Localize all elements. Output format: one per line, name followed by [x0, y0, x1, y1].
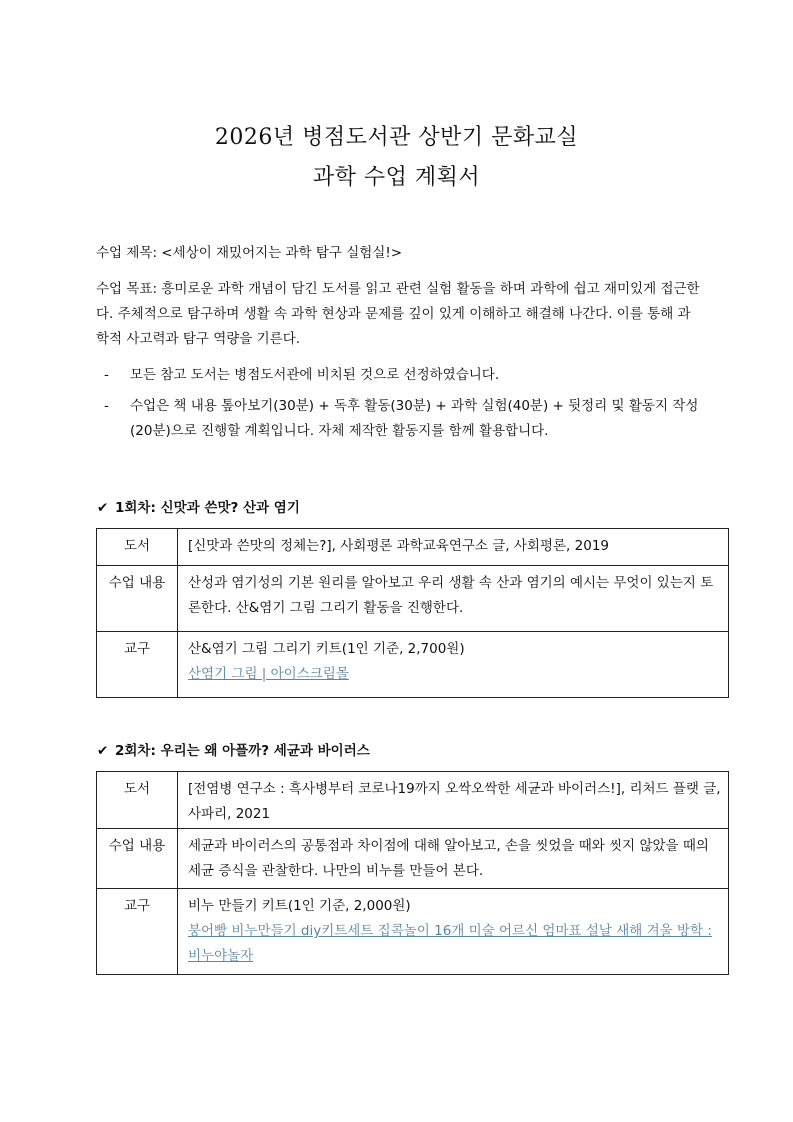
- tools-cell: [178, 889, 729, 975]
- list-item: [104, 394, 704, 444]
- content-label-cell: [97, 566, 178, 632]
- book-cell: [178, 772, 729, 829]
- table-row: [97, 632, 729, 698]
- tools-cell: [178, 632, 729, 698]
- content-label: 수업 내용: [108, 838, 166, 854]
- session-2-heading: [97, 739, 370, 759]
- content-label: 수업 내용: [108, 575, 166, 591]
- session-1-title: 1회차: 신맛과 쓴맛? 산과 염기: [115, 500, 300, 516]
- note-text: 수업은 책 내용 톺아보기(30분) + 독후 활동(30분) + 과학 실험(40분) + 뒷정리 및 활동지 작성(20분)으로 진행할 계획입니다. 자체 제작한 활동지를 함께 활용합니다.: [130, 398, 699, 439]
- book-cell: [178, 529, 729, 566]
- checkmark-icon: ✔: [97, 500, 109, 516]
- list-item: [104, 363, 704, 388]
- content-cell: [178, 566, 729, 632]
- table-row: [97, 889, 729, 975]
- bullet-dash: -: [104, 398, 109, 414]
- book-text: [전염병 연구소 : 흑사병부터 코로나19까지 오싹오싹한 세균과 바이러스!], 리처드 플랫 글, 사파리, 2021: [188, 781, 721, 822]
- tools-text: 산&염기 그림 그리기 키트(1인 기준, 2,700원): [188, 641, 465, 657]
- document-subtitle: 과학 수업 계획서: [312, 165, 481, 190]
- book-label-cell: [97, 772, 178, 829]
- note-text: 모든 참고 도서는 병점도서관에 비치된 것으로 선정하였습니다.: [130, 367, 500, 383]
- product-link[interactable]: 붕어빵 비누만들기 diy키트세트 집콕놀이 16개 미술 어르신 엄마표 설날 새해 겨울 방학 : 비누야놀자: [188, 923, 712, 964]
- table-row: [97, 566, 729, 632]
- session-2-table: [96, 771, 729, 975]
- content-text: 산성과 염기성의 기본 원리를 알아보고 우리 생활 속 산과 염기의 예시는 무엇이 있는지 토론한다. 산&염기 그림 그리기 활동을 진행한다.: [188, 575, 714, 616]
- tools-label-cell: [97, 632, 178, 698]
- bullet-dash: -: [104, 367, 109, 383]
- product-link[interactable]: 산염기 그림 | 아이스크림몰: [188, 666, 349, 682]
- session-1-heading: [97, 496, 300, 516]
- book-label: 도서: [123, 538, 151, 554]
- checkmark-icon: ✔: [97, 743, 109, 759]
- class-subject: 수업 제목: <세상이 재밌어지는 과학 탐구 실험실!>: [96, 245, 403, 261]
- book-label: 도서: [123, 781, 151, 797]
- content-text: 세균과 바이러스의 공통점과 차이점에 대해 알아보고, 손을 씻었을 때와 씻지 않았을 때의 세균 증식을 관찰한다. 나만의 비누를 만들어 본다.: [188, 838, 709, 879]
- tools-label-cell: [97, 889, 178, 975]
- book-text: [신맛과 쓴맛의 정체는?], 사회평론 과학교육연구소 글, 사회평론, 2019: [188, 538, 609, 554]
- content-label-cell: [97, 829, 178, 889]
- tools-text: 비누 만들기 키트(1인 기준, 2,000원): [188, 898, 411, 914]
- tools-label: 교구: [123, 641, 151, 657]
- tools-label: 교구: [123, 898, 151, 914]
- book-label-cell: [97, 529, 178, 566]
- notes-list: [104, 363, 704, 450]
- content-cell: [178, 829, 729, 889]
- table-row: [97, 772, 729, 829]
- table-row: [97, 829, 729, 889]
- session-1-table: [96, 528, 729, 698]
- table-row: [97, 529, 729, 566]
- document-title: 2026년 병점도서관 상반기 문화교실: [214, 125, 579, 150]
- session-2-title: 2회차: 우리는 왜 아플까? 세균과 바이러스: [115, 743, 370, 759]
- class-goal: 수업 목표: 흥미로운 과학 개념이 담긴 도서를 읽고 관련 실험 활동을 하며 과학에 쉽고 재미있게 접근한다. 주체적으로 탐구하며 생활 속 과학 현상과 문제를 깊이 있게 이해하고 해결해 나간다. 이를 통해 과학적 사고력과 탐구 역량을 기른다.: [96, 281, 700, 347]
